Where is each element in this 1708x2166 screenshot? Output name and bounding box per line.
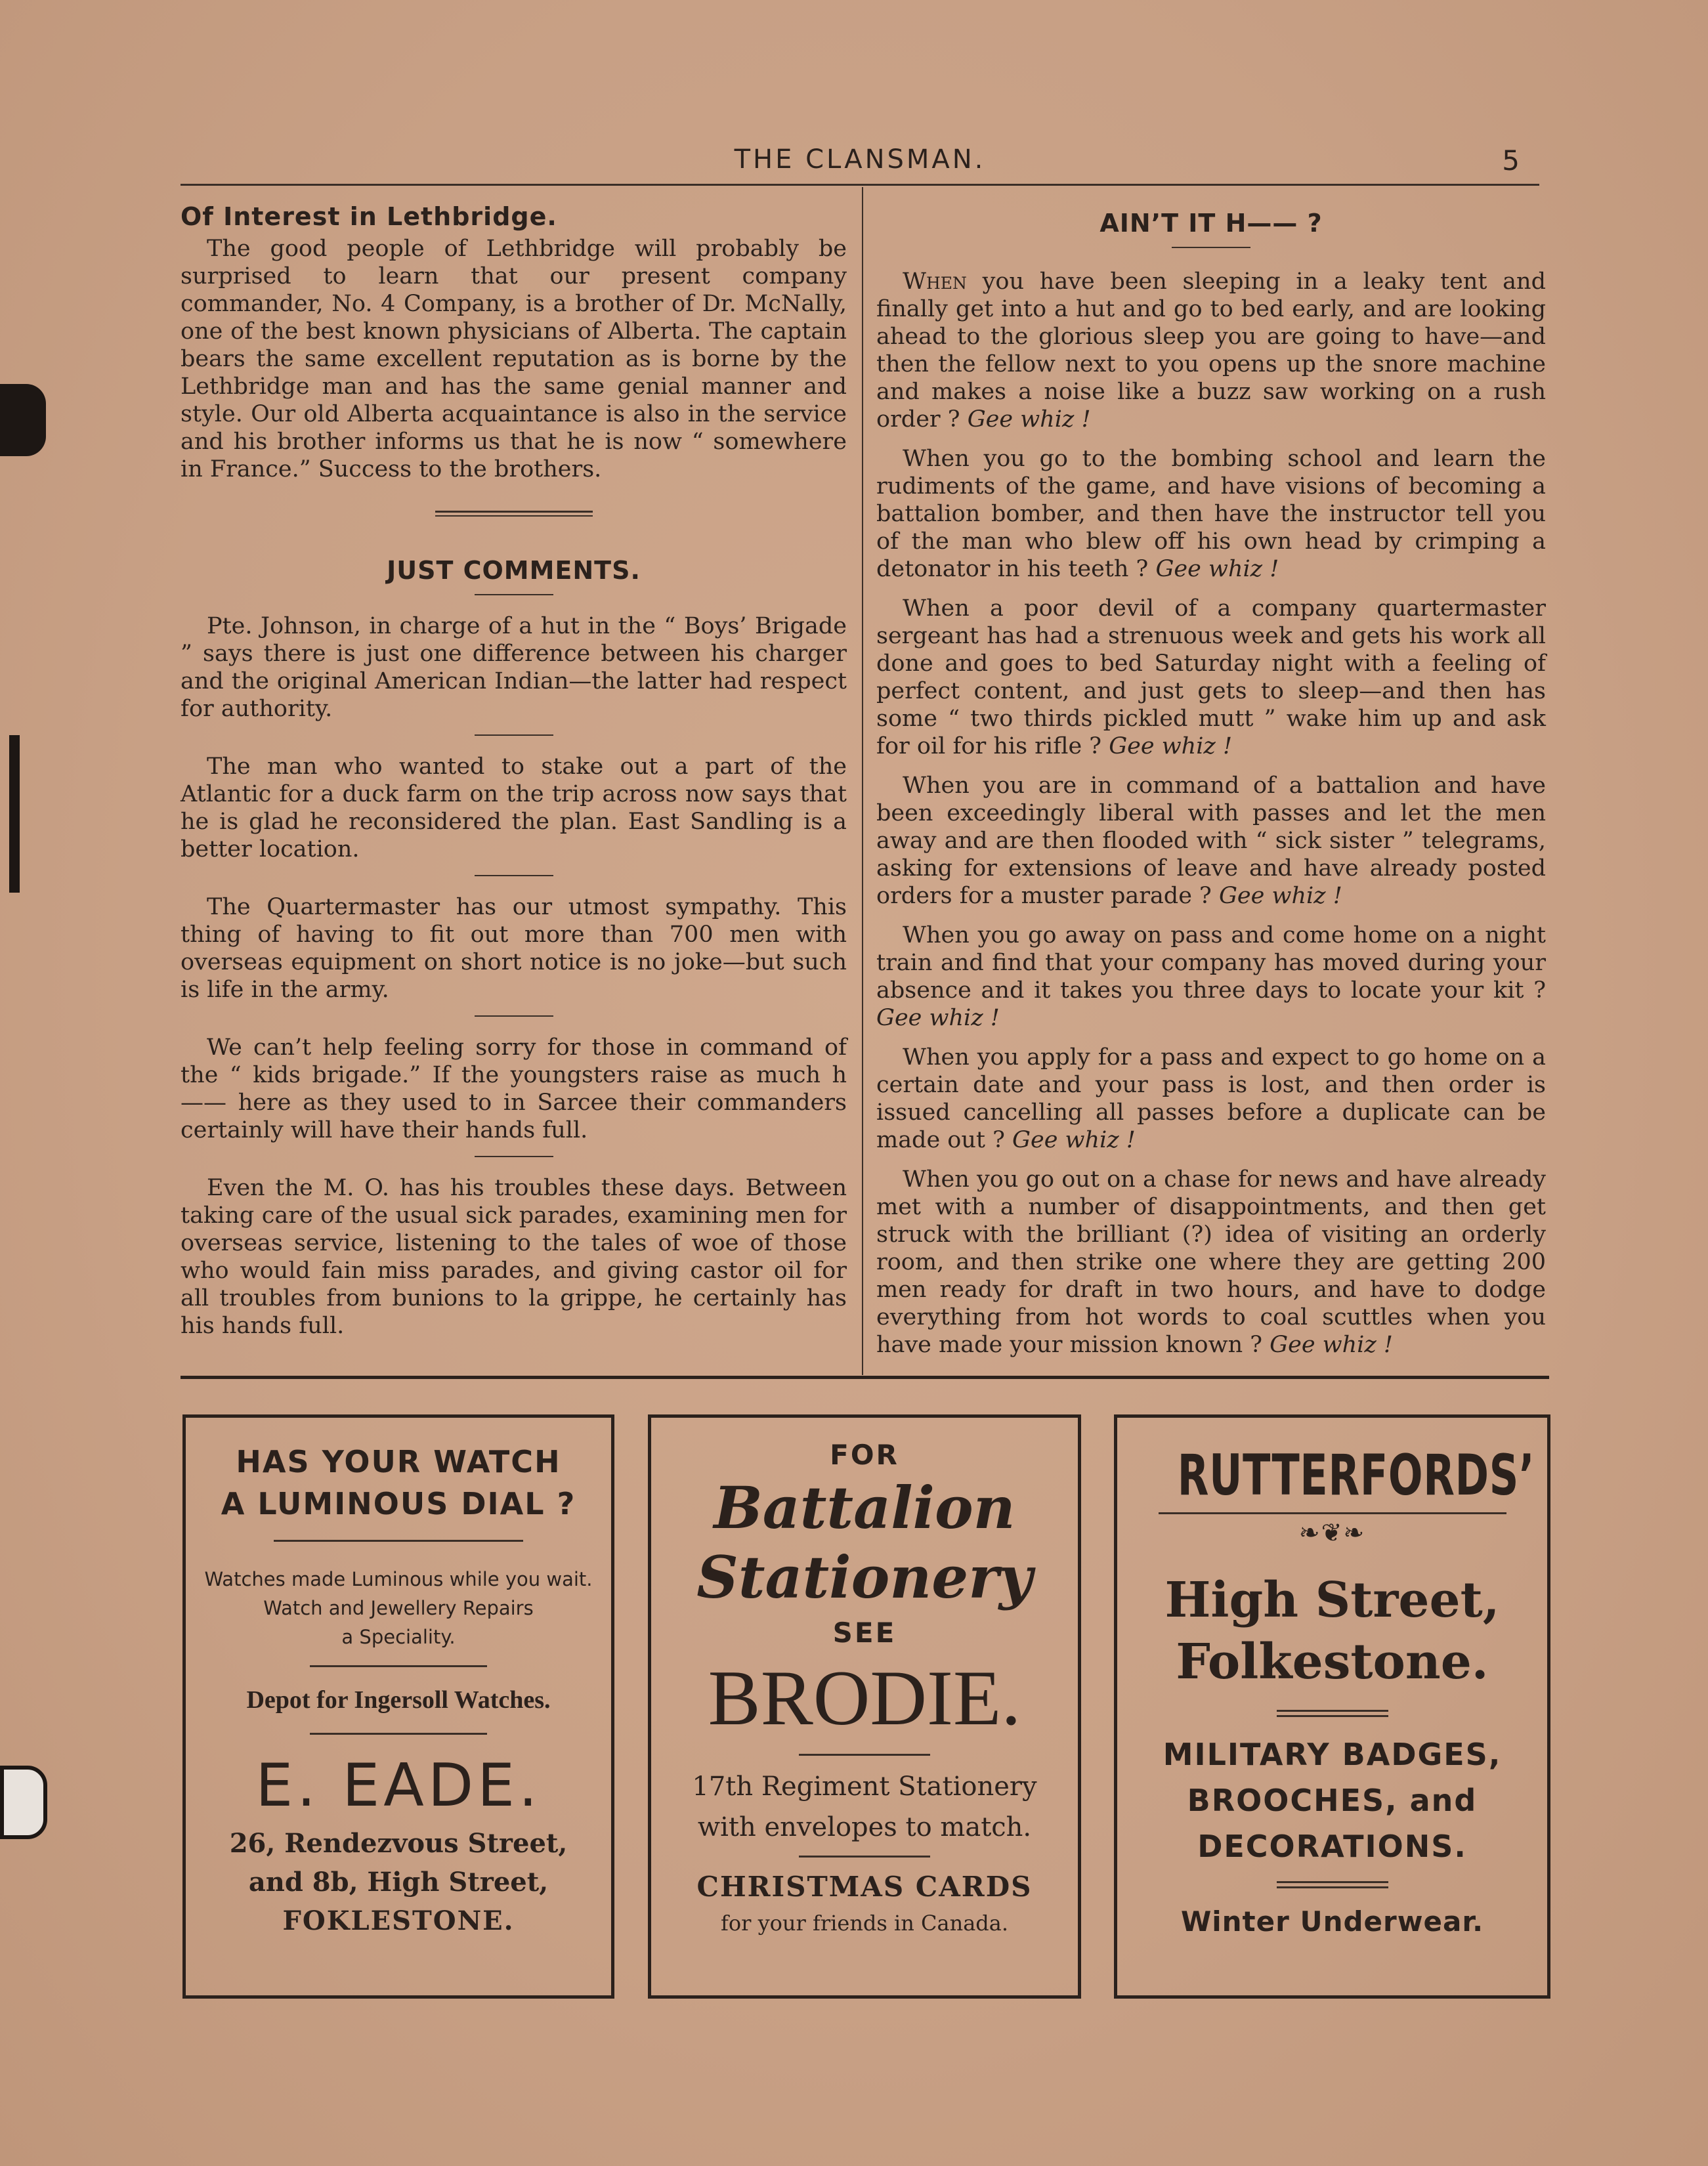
- ad-text: for your friends in Canada.: [721, 1911, 1008, 1936]
- page-header: [181, 144, 1539, 186]
- ad-address: and 8b, High Street,: [248, 1867, 549, 1898]
- ad-text: Watches made Luminous while you wait.: [204, 1568, 593, 1590]
- comment-item: Even the M. O. has his troubles these days. Between taking care of the usual sick parades, examining men for overseas service, listening to the tales of woe of those who would fain miss parades, and giving castor oil for all troubles from bunions to la grippe, he certainly has his hands full.: [181, 1175, 847, 1339]
- gee-whiz: Gee whiz !: [1218, 883, 1342, 909]
- ad-text: BROOCHES, and: [1187, 1783, 1478, 1818]
- ad-battalion: Battalion: [714, 1474, 1015, 1542]
- ad-see: SEE: [832, 1617, 897, 1649]
- heading-rule: [1172, 247, 1250, 248]
- ad-name: BRODIE.: [708, 1654, 1021, 1741]
- gee-whiz: Gee whiz !: [967, 406, 1091, 433]
- ad-stationery: Stationery: [696, 1543, 1033, 1611]
- comment-item: The Quartermaster has our utmost sympathy. This thing of having to fit out more than 700 men with overseas equipment on short notice is no joke—but such is life in the army.: [181, 894, 847, 1003]
- ad-for: FOR: [830, 1439, 899, 1471]
- brodie-advert: [648, 1414, 1081, 1999]
- ad-rule: [274, 1540, 523, 1542]
- ad-name: E. EADE.: [255, 1751, 542, 1820]
- gee-whiz: Gee whiz !: [1155, 556, 1279, 582]
- item-rule: [475, 875, 553, 876]
- advert-divider: [181, 1376, 1549, 1379]
- masthead-title: THE CLANSMAN.: [734, 144, 986, 175]
- ad-text: 17th Regiment Stationery: [692, 1772, 1037, 1802]
- gee-whiz: Gee whiz !: [1012, 1127, 1136, 1153]
- binding-hole-middle: [9, 735, 20, 893]
- ad-cards: CHRISTMAS CARDS: [696, 1871, 1033, 1903]
- ad-rule: [310, 1665, 487, 1667]
- lethbridge-article: The good people of Lethbridge will probably be surprised to learn that our present company commander, No. 4 Company, is a brother of Dr. McNally, one of the best known physicians of Alberta. The captain bears the same excellent reputation as is borne by the Lethbridge man and has the same genial manner and style. Our old Alberta acquaintance is also in the service and his brother informs us that he is now “ somewhere in France.” Success to the brothers.: [181, 236, 847, 482]
- rutterfords-advert: [1114, 1414, 1550, 1999]
- item-rule: [475, 1156, 553, 1157]
- section-divider: [435, 511, 593, 517]
- aint-it-item: When you apply for a pass and expect to go home on a certain date and your pass is lost, and then order is issued cancelling all passes before a duplicate can be made out ? Gee whiz !: [876, 1044, 1546, 1153]
- ad-text: DECORATIONS.: [1197, 1829, 1467, 1864]
- aint-it-item: When you go away on pass and come home on a night train and find that your company has moved during your absence and it takes you three days to locate your kit ? Gee whiz !: [876, 922, 1546, 1031]
- just-comments-heading: JUST COMMENTS.: [387, 556, 641, 585]
- page-number: 5: [1502, 144, 1520, 177]
- aint-it-item: When a poor devil of a company quartermaster sergeant has had a strenuous week and gets his work all done and goes to bed Saturday night with a feeling of perfect content, and just gets to sleep—and then has some “ two thirds pickled mutt ” wake him up and ask for oil for his rifle ? Gee whiz !: [876, 595, 1546, 759]
- item-rule: [475, 1015, 553, 1017]
- gee-whiz: Gee whiz !: [1109, 733, 1233, 759]
- aint-it-item: When you go out on a chase for news and have already met with a number of disappointments, and then get struck with the brilliant (?) idea of visiting an orderly room, and then strike one where they are getting 200 men ready for draft in two hours, and have to dodge everything from hot words to coal scuttles when you have made your mission known ? Gee whiz !: [876, 1166, 1546, 1358]
- drop-word: When: [903, 268, 967, 295]
- heading-rule: [475, 594, 553, 595]
- ad-text: a Speciality.: [341, 1626, 456, 1648]
- ad-rule: [799, 1754, 930, 1756]
- right-column: [876, 197, 1546, 1370]
- ad-rule: [799, 1856, 930, 1858]
- left-column: [181, 197, 847, 1351]
- ad-rule: [310, 1733, 487, 1735]
- comment-item: The man who wanted to stake out a part of the Atlantic for a duck farm on the trip across now says that he is glad he reconsidered the plan. East Sandling is a better location.: [181, 754, 847, 862]
- column-divider: [862, 187, 863, 1375]
- ad-headline: HAS YOUR WATCH: [236, 1444, 561, 1479]
- ad-text: Winter Underwear.: [1180, 1905, 1484, 1938]
- ad-text: Watch and Jewellery Repairs: [263, 1597, 534, 1619]
- ad-text: MILITARY BADGES,: [1163, 1737, 1502, 1772]
- gee-whiz: Gee whiz !: [876, 1005, 1000, 1031]
- ad-town: Folkestone.: [1176, 1634, 1489, 1690]
- aint-it-item: When you have been sleeping in a leaky tent and finally get into a hut and go to bed early, and are looking ahead to the glorious sleep you are going to have—and then the fellow next to you opens up the snore machine and makes a noise like a buzz saw working on a rush order ? Gee whiz !: [876, 268, 1546, 433]
- comment-item: Pte. Johnson, in charge of a hut in the “ Boys’ Brigade ” says there is just one difference between his charger and the original American Indian—the latter had respect for authority.: [181, 613, 847, 722]
- double-rule: [1277, 1710, 1388, 1717]
- ad-address: FOKLESTONE.: [282, 1905, 515, 1936]
- gee-whiz: Gee whiz !: [1270, 1332, 1393, 1358]
- binding-hole-top: [0, 384, 46, 456]
- comment-item: We can’t help feeling sorry for those in command of the “ kids brigade.” If the youngsters raise as much h—— here as they used to in Sarcee their commanders certainly will have their hands full.: [181, 1034, 847, 1143]
- ad-rule: [1159, 1512, 1506, 1514]
- lethbridge-heading: Of Interest in Lethbridge.: [181, 202, 557, 231]
- aint-it-item: When you go to the bombing school and learn the rudiments of the game, and have visions of becoming a battalion bomber, and then have the instructor tell you of the man who blew off his own head by crimping a detonator in his teeth ? Gee whiz !: [876, 446, 1546, 582]
- watch-advert: [182, 1414, 614, 1999]
- ad-name: RUTTERFORDS’: [1177, 1443, 1535, 1508]
- ad-street: High Street,: [1164, 1572, 1500, 1628]
- item-rule: [475, 734, 553, 736]
- binding-hole-bottom: [0, 1766, 47, 1839]
- ad-text: with envelopes to match.: [697, 1812, 1032, 1842]
- aint-it-heading: AIN’T IT H—— ?: [1100, 209, 1323, 238]
- ad-address: 26, Rendezvous Street,: [229, 1828, 568, 1859]
- ad-depot: Depot for Ingersoll Watches.: [246, 1686, 551, 1714]
- aint-it-item: When you are in command of a battalion and have been exceedingly liberal with passes and let the men away and are then flooded with “ sick sister ” telegrams, asking for extensions of leave and have already posted orders for a muster parade ? Gee whiz !: [876, 773, 1546, 909]
- ornament-icon: ❧❦❧: [1298, 1518, 1366, 1547]
- double-rule: [1277, 1881, 1388, 1888]
- ad-headline: A LUMINOUS DIAL ?: [221, 1486, 576, 1521]
